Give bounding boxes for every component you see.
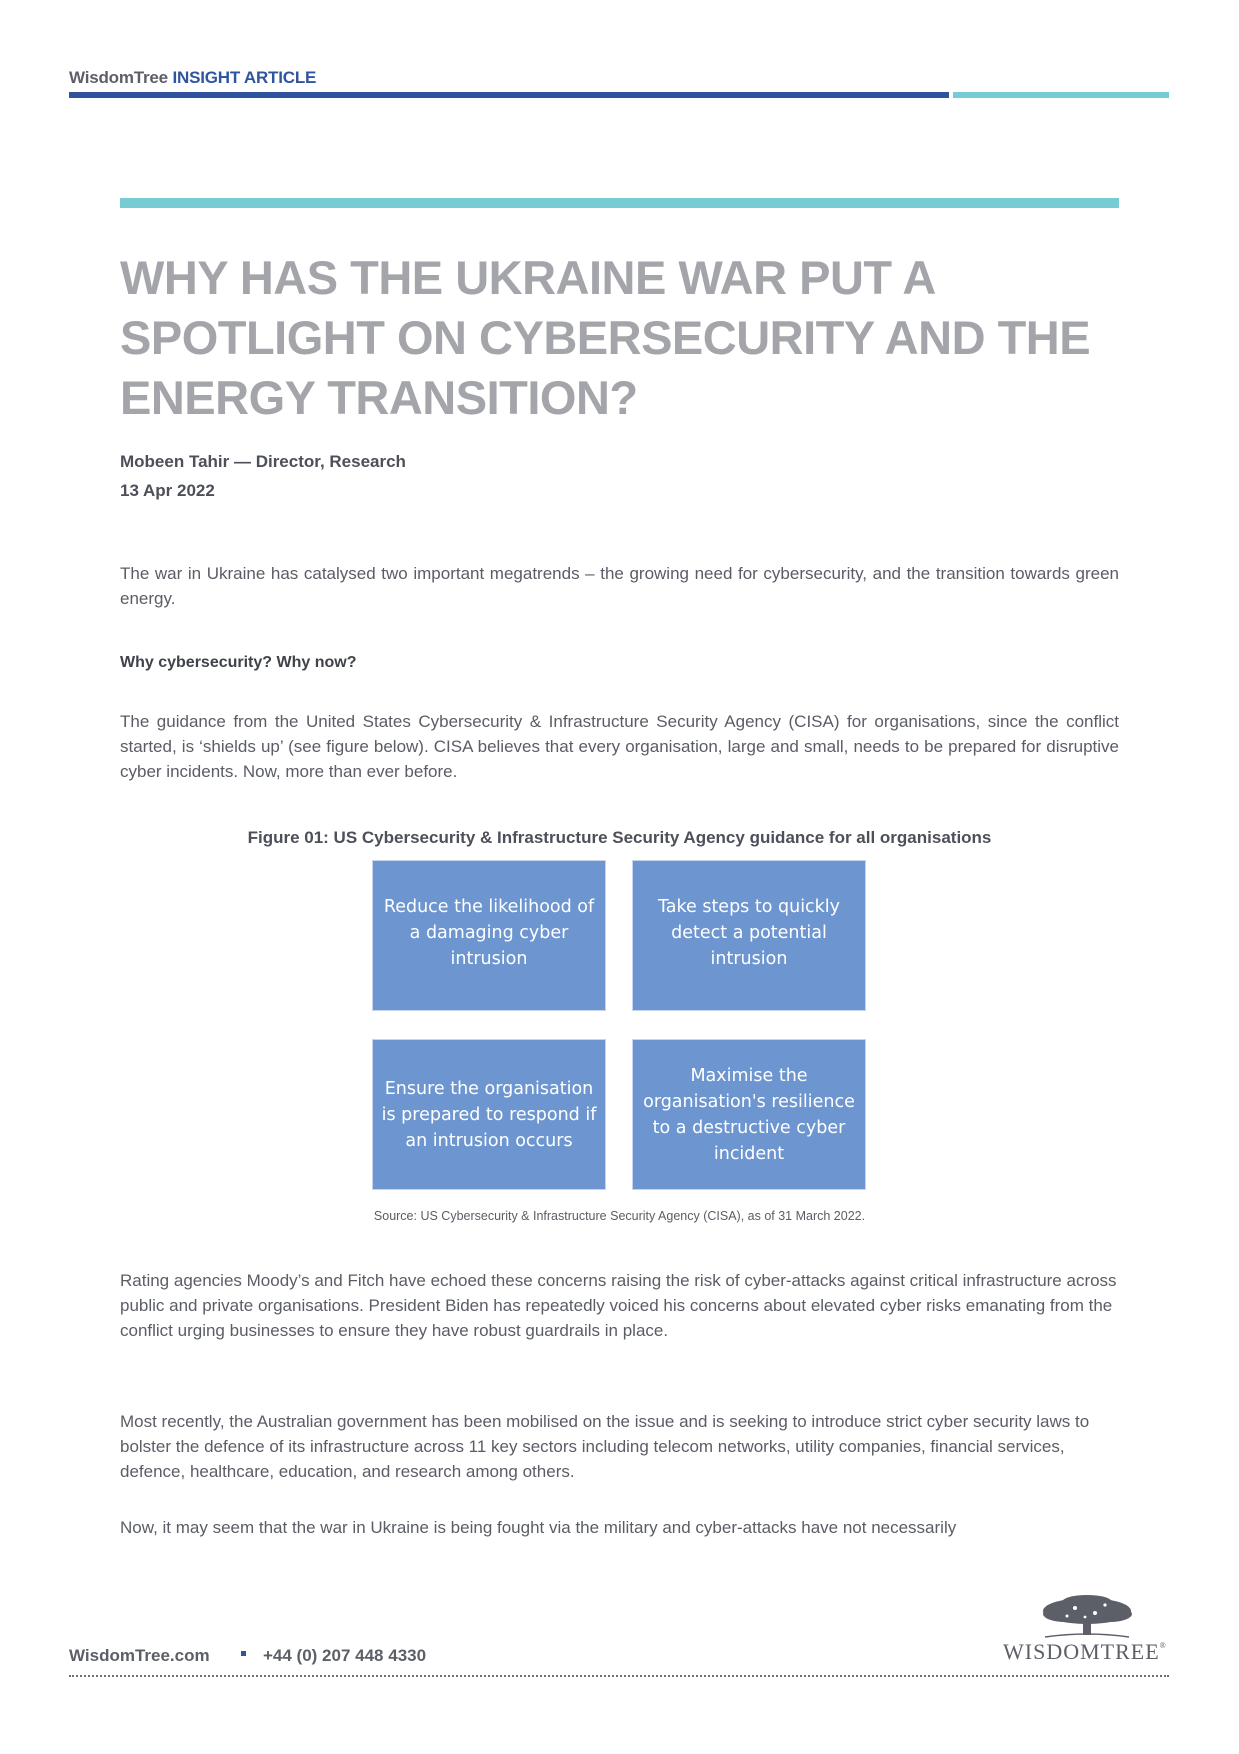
footer-phone: +44 (0) 207 448 4330 — [263, 1646, 427, 1665]
wisdomtree-logo — [995, 1595, 1175, 1665]
header-title — [69, 68, 316, 88]
figure-box-reduce — [372, 860, 606, 1011]
paragraph-australia: Most recently, the Australian government has been mobilised on the issue and is seeking to introduce strict cyber security laws to bolster the defence of its infrastructure across 11 key sectors including telecom networks, utility companies, financial services, defence, healthcare, education, and research among others. — [120, 1412, 1090, 1481]
figure-box-respond — [372, 1039, 606, 1190]
tree-icon — [995, 1595, 1175, 1641]
figure-box-text: Take steps to quickly detect a potential intrusion — [657, 897, 841, 969]
paragraph-war-continuation: Now, it may seem that the war in Ukraine is being fought via the military and cyber-attacks have not necessarily — [120, 1518, 957, 1537]
logo-wordmark — [1003, 1639, 1167, 1665]
article-author: Mobeen Tahir — Director, Research — [120, 452, 406, 471]
header-section: INSIGHT ARTICLE — [172, 68, 317, 87]
figure-box-detect — [632, 860, 866, 1011]
figure-title: Figure 01: US Cybersecurity & Infrastructure Security Agency guidance for all organisations — [247, 828, 992, 847]
article-title: WHY HAS THE UKRAINE WAR PUT A SPOTLIGHT ON CYBERSECURITY AND THE ENERGY TRANSITION? — [120, 251, 1091, 424]
figure-box-text: Reduce the likelihood of a damaging cyber intrusion — [383, 897, 595, 969]
footer-website-link[interactable]: WisdomTree.com — [69, 1646, 210, 1665]
paragraph-rating-agencies: Rating agencies Moody’s and Fitch have echoed these concerns raising the risk of cyber-attacks against critical infrastructure across public and private organisations. President Biden has repeatedly voiced his concerns about elevated cyber risks emanating from the conflict urging businesses to ensure they have robust guardrails in place. — [120, 1271, 1117, 1340]
header-rule-blue — [69, 92, 949, 98]
footer-separator-dot — [241, 1651, 246, 1656]
section-subheading: Why cybersecurity? Why now? — [120, 654, 357, 671]
figure-box-resilience — [632, 1039, 866, 1190]
figure-box-text: Ensure the organisation is prepared to respond if an intrusion occurs — [381, 1078, 597, 1151]
figure-box-text: Maximise the organisation's resilience to a destructive cyber incident — [643, 1065, 855, 1164]
header-rule-teal — [953, 92, 1169, 98]
article-date: 13 Apr 2022 — [120, 481, 215, 500]
header-brand: WisdomTree — [69, 68, 168, 87]
intro-paragraph: The war in Ukraine has catalysed two important megatrends – the growing need for cybersecurity, and the transition towards green energy. — [120, 564, 1119, 608]
logo-wordmark-text: WISDOMTREE — [1003, 1639, 1160, 1664]
registered-mark: ® — [1159, 1641, 1167, 1650]
footer-dotted-rule — [69, 1675, 1169, 1677]
paragraph-cisa-guidance: The guidance from the United States Cybersecurity & Infrastructure Security Agency (CISA) for organisations, since the conflict started, is ‘shields up’ (see figure below). CISA believes that every organisation, large and small, needs to be prepared for disruptive cyber incidents. Now, more than ever before. — [120, 712, 1119, 781]
title-accent-bar — [120, 198, 1119, 208]
figure-source: Source: US Cybersecurity & Infrastructure Security Agency (CISA), as of 31 March 2022. — [373, 1209, 866, 1223]
